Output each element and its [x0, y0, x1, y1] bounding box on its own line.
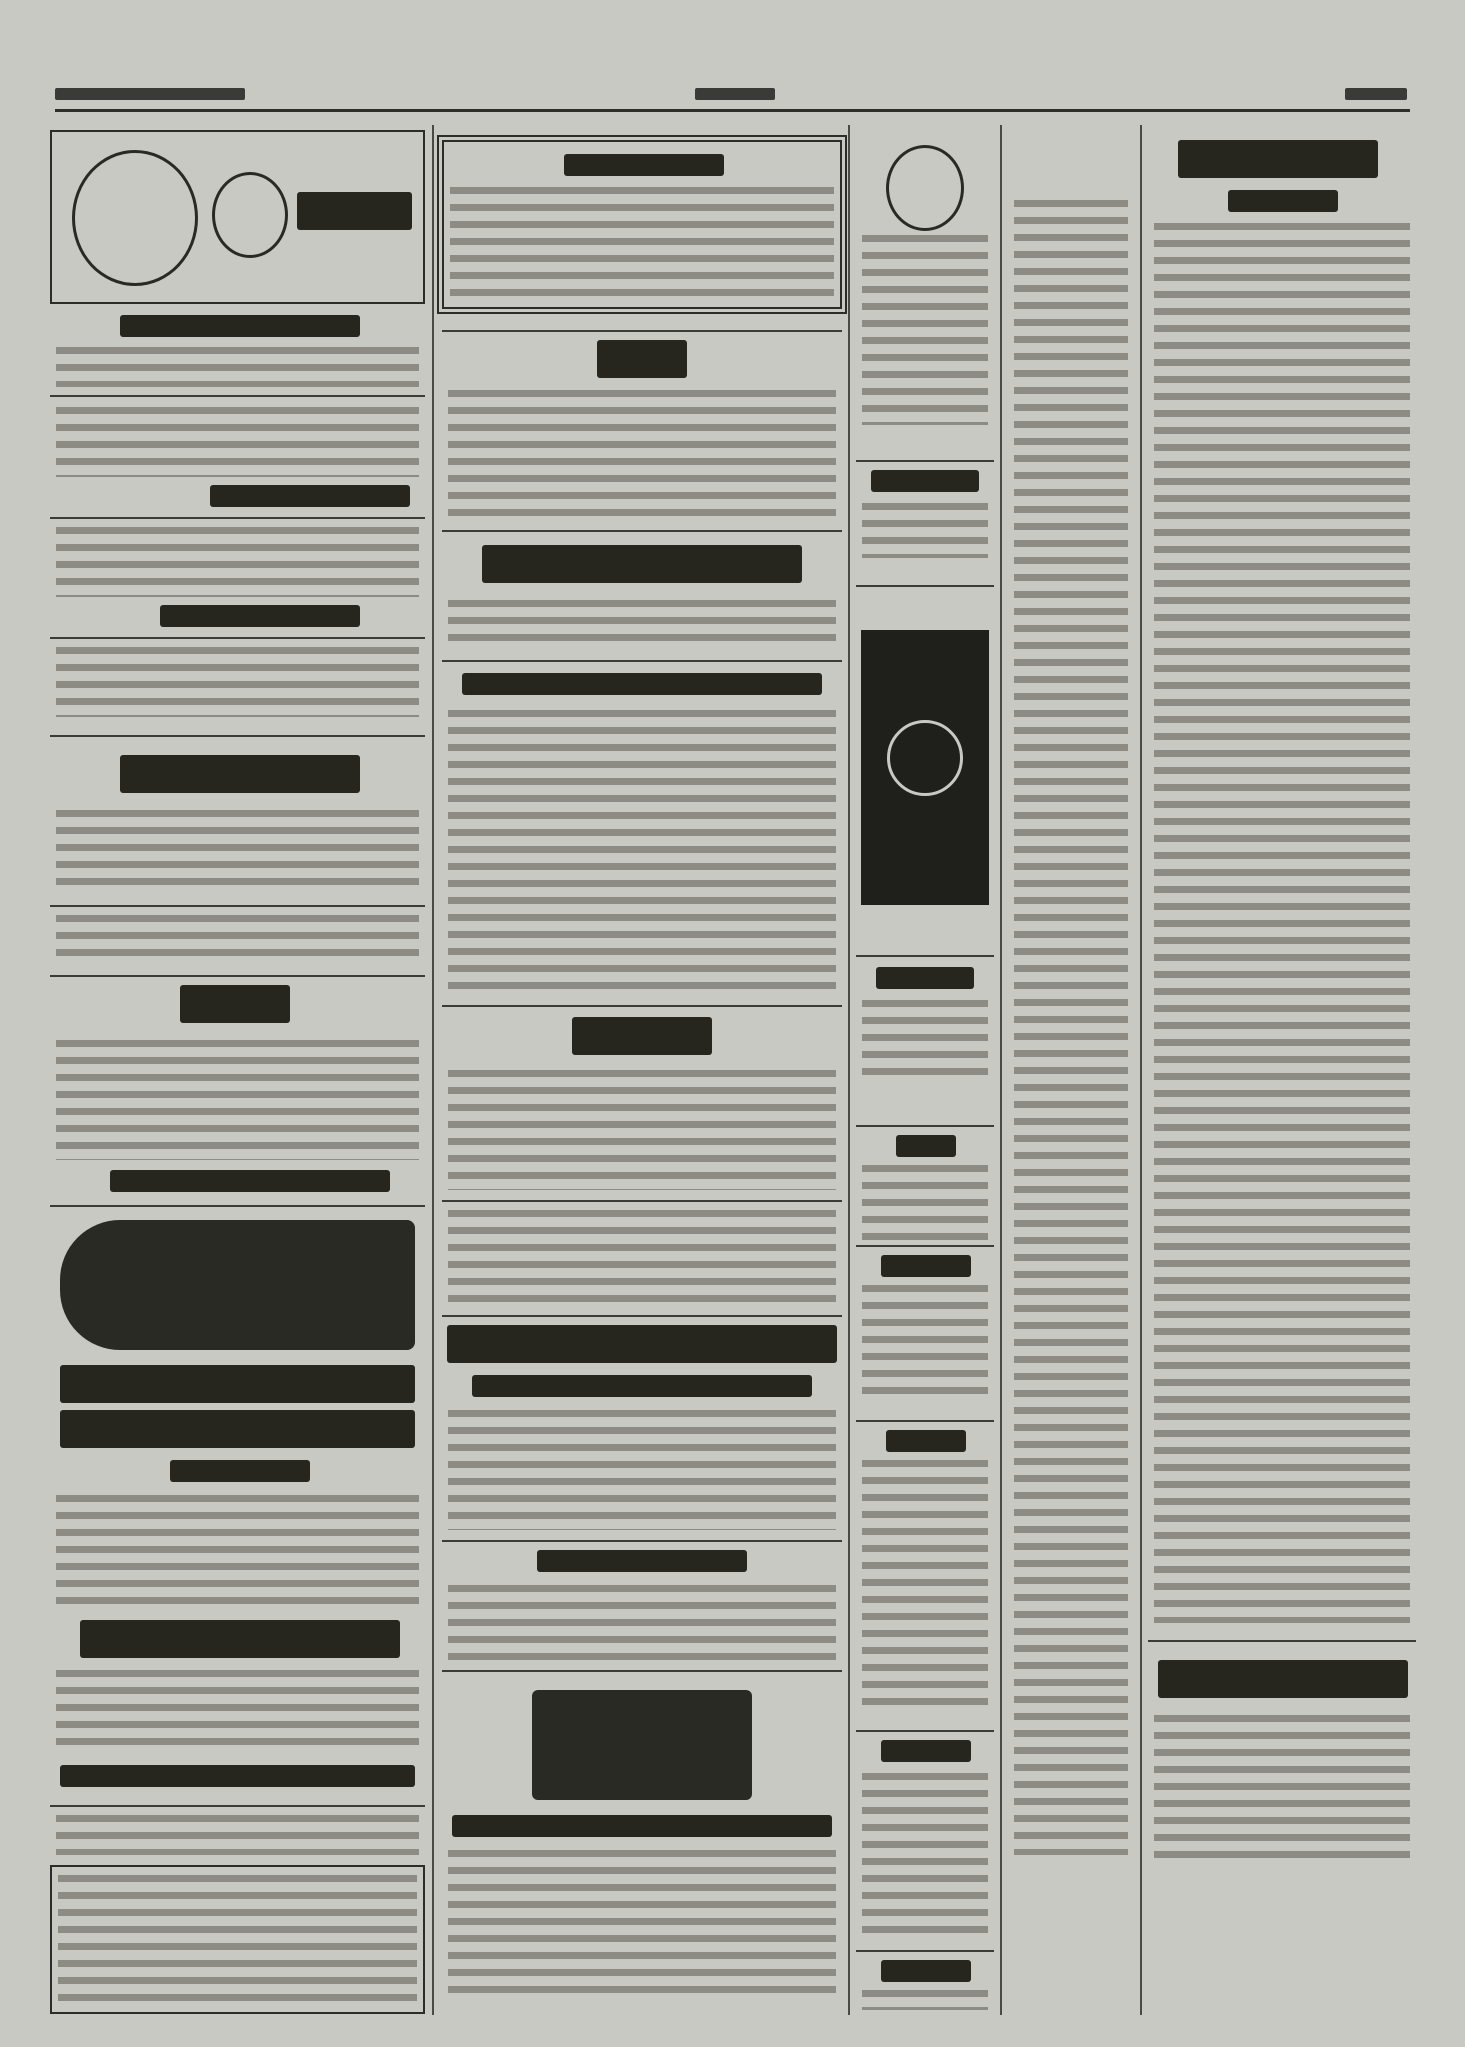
rental-text — [862, 1000, 988, 1080]
theatre-ad-heading — [564, 154, 724, 176]
bus-schedule-text — [448, 1850, 836, 1995]
notice-text — [862, 1285, 988, 1400]
company-name — [80, 1620, 400, 1658]
column-rule — [1140, 125, 1142, 2015]
weather-heading-text — [56, 1815, 419, 1855]
theatre-ad-box — [442, 140, 842, 309]
garden-wanted-heading — [447, 1325, 837, 1363]
ad-text — [56, 915, 419, 965]
notice-heading — [180, 985, 290, 1023]
airline-ad-heading — [60, 1365, 415, 1403]
column-center-right — [1008, 125, 1134, 2015]
article-continuation-text — [1014, 200, 1128, 1855]
railway-notice-text — [448, 710, 836, 995]
column-center-left — [442, 125, 842, 2015]
transport-logo — [532, 1690, 752, 1800]
notice-text — [56, 407, 419, 477]
notice-text — [56, 647, 419, 717]
weather-table-rows — [58, 1875, 417, 2005]
garden-wanted-subheading — [472, 1375, 812, 1397]
notice-text — [56, 1040, 419, 1160]
theatre-ad-text — [450, 187, 834, 297]
ad-text — [448, 600, 836, 650]
subscription-text — [862, 1990, 988, 2010]
announcement-text — [448, 1210, 836, 1305]
doctor-ad-heading — [120, 755, 360, 793]
calendar-text — [862, 1773, 988, 1933]
notice-signature — [160, 605, 360, 627]
world-politics-heading — [1178, 140, 1378, 178]
loudspeaker-ad-heading — [482, 545, 802, 583]
believe-it-heading — [1158, 1660, 1408, 1698]
couple-illustration — [72, 150, 198, 286]
garden-rent-heading — [881, 1255, 971, 1277]
ad-text — [448, 1585, 836, 1660]
column-rule — [848, 125, 850, 2015]
ad-text — [56, 810, 419, 895]
column-right — [1148, 125, 1416, 2015]
weather-table — [50, 1865, 425, 2014]
emblem-icon — [886, 145, 964, 231]
column-rule — [1000, 125, 1002, 2015]
paper-name — [695, 88, 775, 100]
newspaper-notice-heading — [871, 470, 979, 492]
thanks-heading — [886, 1430, 966, 1452]
notice-text — [862, 1165, 988, 1240]
notice-heading — [597, 340, 687, 378]
calendar-heading — [881, 1740, 971, 1762]
page-number — [1345, 88, 1407, 100]
notice-signature — [110, 1170, 390, 1192]
ad-text — [448, 1410, 836, 1530]
section-heading — [297, 192, 412, 230]
radio-logo-icon — [887, 720, 963, 796]
rental-heading — [876, 967, 974, 989]
notice-signature — [210, 485, 410, 507]
notice-text — [56, 527, 419, 597]
notice-text — [448, 390, 836, 520]
notice-heading — [896, 1135, 956, 1157]
railway-notice-heading — [462, 673, 822, 695]
baby-illustration — [212, 172, 288, 258]
column-rule — [432, 125, 434, 2015]
notice-heading — [120, 315, 360, 337]
believe-it-text — [1154, 1715, 1410, 1860]
wedding-birth-box — [50, 130, 425, 304]
lost-notice-heading — [572, 1017, 712, 1055]
thanks-text — [862, 1460, 988, 1710]
typist-wanted-heading — [537, 1550, 747, 1572]
subscription-heading — [881, 1960, 971, 1982]
continued-from-page-one — [1228, 190, 1338, 212]
masthead-strip — [55, 78, 1410, 106]
header-rule — [55, 109, 1410, 112]
ad-text — [56, 1670, 419, 1755]
radio-advertisement — [861, 630, 989, 905]
airline-ad-heading — [60, 1410, 415, 1448]
date-line — [55, 88, 245, 100]
notice-text — [56, 347, 419, 387]
bus-schedule-heading — [452, 1815, 832, 1837]
airline-ad-date — [170, 1460, 310, 1482]
column-center — [856, 125, 994, 2015]
article-text — [862, 235, 988, 425]
ad-text — [56, 1495, 419, 1605]
notice-text — [862, 503, 988, 558]
airline-logo — [60, 1220, 415, 1350]
lost-notice-text — [448, 1070, 836, 1190]
agency-heading — [60, 1765, 415, 1787]
world-politics-text — [1154, 223, 1410, 1623]
column-left — [50, 125, 425, 2015]
